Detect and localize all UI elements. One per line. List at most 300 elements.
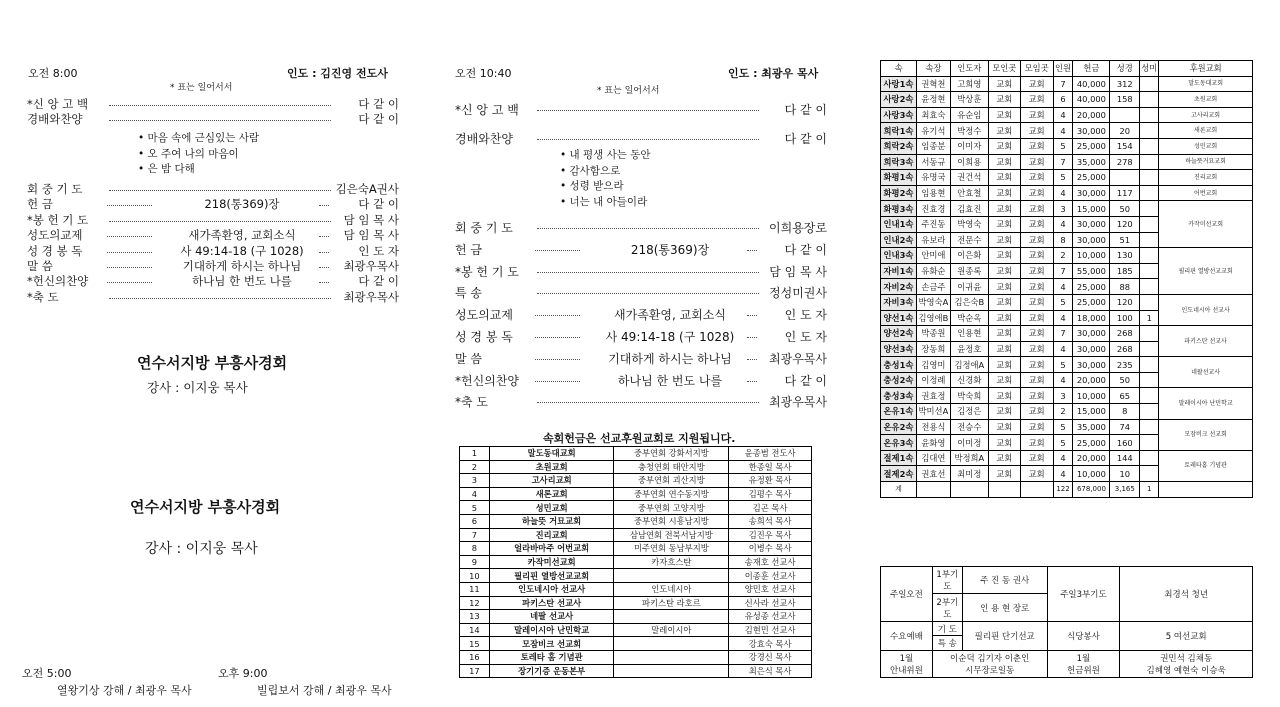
order-person: 김은숙A권사	[335, 182, 399, 196]
total-row	[881, 482, 1253, 498]
mission-church: 토레타 홈 기념관	[489, 650, 614, 664]
order-person: 최광우목사	[343, 289, 399, 304]
dawn-desc: 열왕기상 강해 / 최광우 목사	[57, 684, 192, 697]
mission-region: 카자흐스탄	[614, 555, 729, 569]
order-label: *헌신의찬양	[27, 274, 89, 289]
order-label: 회 중 기 도	[27, 182, 83, 196]
cell-venue: 교회	[1020, 76, 1053, 92]
cell-venue: 교회	[1020, 232, 1053, 248]
mission-row	[460, 664, 812, 678]
cell-bible: 10	[1110, 466, 1140, 482]
cell-count: 5	[1053, 419, 1073, 435]
mission-church: 파키스탄 선교사	[489, 596, 614, 610]
order-row	[455, 328, 827, 350]
mission-church: 필리핀 열방선교교회	[489, 569, 614, 583]
cell-leader: 장동희	[916, 341, 950, 357]
cell-bible: 120	[1110, 294, 1140, 310]
mission-row	[460, 460, 812, 474]
mission-church: 네팔 선교사	[489, 610, 614, 624]
cell-place: 교회	[988, 404, 1020, 420]
cell-rice	[1140, 201, 1159, 217]
cell-count: 4	[1053, 216, 1073, 232]
cell-place: 교회	[988, 107, 1020, 123]
cell-place: 교회	[988, 326, 1020, 342]
cell-offering: 30,000	[1073, 326, 1110, 342]
cell-place: 교회	[988, 138, 1020, 154]
total-cell	[1020, 482, 1053, 498]
order-row	[455, 350, 827, 372]
order-label: *헌신의찬양	[455, 373, 519, 388]
cell-bible: 268	[1110, 341, 1140, 357]
cell-offering: 40,000	[1073, 92, 1110, 108]
total-cell: 678,000	[1073, 482, 1110, 498]
cell-host: 안효철	[950, 185, 988, 201]
leader-dots	[109, 289, 331, 299]
wednesday-label: 수요예배	[881, 621, 933, 650]
support-church: 초원교회	[1159, 92, 1253, 108]
cell-host: 박영숙	[950, 216, 988, 232]
order-detail: 기대하게 하시는 하나님	[182, 258, 302, 273]
leader-dots	[747, 350, 757, 360]
cell-rice	[1140, 450, 1159, 466]
cell-host: 이귀윤	[950, 279, 988, 295]
cell-venue: 교회	[1020, 372, 1053, 388]
cell-leader: 김대연	[916, 450, 950, 466]
mission-region	[614, 637, 729, 651]
total-cell	[950, 482, 988, 498]
cell-rice	[1140, 170, 1159, 186]
order-detail: 새가족환영, 교회소식	[188, 228, 296, 243]
leader-dots	[535, 350, 580, 360]
cell-venue: 교회	[1020, 404, 1053, 420]
leader-dots	[537, 101, 759, 111]
cell-offering: 15,000	[1073, 201, 1110, 217]
cell-count: 4	[1053, 372, 1073, 388]
cell-host: 이미정	[950, 435, 988, 451]
cell-header: 후원교회	[1159, 61, 1253, 77]
mission-row	[460, 542, 812, 556]
middle-leader: 인도 : 최광우 목사	[728, 67, 819, 80]
cell-count: 4	[1053, 279, 1073, 295]
order-row	[455, 263, 827, 285]
sunday-am-label: 주일오전	[881, 567, 933, 622]
mission-no: 14	[460, 623, 490, 637]
support-church: 진리교회	[1159, 170, 1253, 186]
leader-dots	[107, 243, 152, 253]
cell-name: 인내3속	[881, 248, 917, 264]
cell-venue: 교회	[1020, 294, 1053, 310]
support-church: 말레이시아 난민학교	[1159, 388, 1253, 419]
cell-count: 4	[1053, 466, 1073, 482]
mission-row	[460, 474, 812, 488]
order-person: 인 도 자	[784, 329, 827, 344]
cell-row	[881, 154, 1253, 170]
order-person: 다 같 이	[784, 242, 827, 257]
meal-value: 5 여선교회	[1120, 621, 1253, 650]
cell-place: 교회	[988, 466, 1020, 482]
leader-dots	[535, 241, 580, 251]
order-detail: 하나님 한 번도 나를	[617, 373, 723, 388]
mission-region: 미주연회 동남부지방	[614, 542, 729, 556]
duty-table	[880, 566, 1253, 678]
cell-count: 7	[1053, 76, 1073, 92]
mission-no: 16	[460, 650, 490, 664]
cell-count: 4	[1053, 450, 1073, 466]
mission-no: 17	[460, 664, 490, 678]
mission-no: 1	[460, 447, 490, 461]
cell-place: 교회	[988, 263, 1020, 279]
cell-bible: 160	[1110, 435, 1140, 451]
total-cell	[1159, 482, 1253, 498]
leader-dots	[319, 243, 329, 253]
left-leader: 인도 : 김진영 전도사	[287, 67, 388, 80]
cell-venue: 교회	[1020, 123, 1053, 139]
cell-leader: 윤정현	[916, 92, 950, 108]
mission-row	[460, 596, 812, 610]
order-detail: 하나님 한 번도 나를	[192, 274, 292, 289]
cell-venue: 교회	[1020, 201, 1053, 217]
cell-offering: 30,000	[1073, 123, 1110, 139]
order-person: 다 같 이	[358, 112, 399, 126]
order-label: *봉 헌 기 도	[455, 264, 519, 279]
order-row	[27, 111, 399, 126]
middle-hymn-list	[560, 147, 651, 209]
order-label: 성 경 봉 독	[455, 329, 513, 344]
order-person: 다 같 이	[358, 274, 399, 289]
cell-name: 화평2속	[881, 185, 917, 201]
mission-region: 중부연회 시흥남지방	[614, 514, 729, 528]
mission-pastor: 김곤 목사	[729, 501, 812, 515]
mission-table	[459, 446, 812, 678]
prayer1-label: 1부기도	[932, 567, 962, 594]
order-detail: 기대하게 하시는 하나님	[608, 351, 732, 366]
revival-title: 연수서지방 부흥사경회	[137, 354, 288, 372]
cell-name: 희락3속	[881, 154, 917, 170]
cell-count: 8	[1053, 232, 1073, 248]
cell-place: 교회	[988, 310, 1020, 326]
cell-name: 절제1속	[881, 450, 917, 466]
cell-count: 5	[1053, 435, 1073, 451]
mission-pastor: 김진우 목사	[729, 528, 812, 542]
cell-place: 교회	[988, 372, 1020, 388]
order-detail: 새가족환영, 교회소식	[614, 308, 726, 323]
cell-name: 충성3속	[881, 388, 917, 404]
revival-title-2: 연수서지방 부흥사경회	[130, 498, 281, 516]
mission-church: 인도네시아 선교사	[489, 582, 614, 596]
cell-place: 교회	[988, 248, 1020, 264]
order-row	[27, 243, 399, 258]
order-label: 경배와찬양	[27, 112, 83, 126]
order-label: 헌 금	[455, 242, 482, 257]
order-label: *신 앙 고 백	[27, 97, 89, 111]
cell-offering: 30,000	[1073, 216, 1110, 232]
leader-dots	[537, 284, 759, 294]
left-order-top	[27, 96, 399, 126]
wed-item: 필리핀 단기선교	[962, 621, 1047, 650]
order-row	[27, 227, 399, 242]
cell-place: 교회	[988, 450, 1020, 466]
revival-speaker-2: 강사 : 이지웅 목사	[145, 541, 258, 557]
cell-row	[881, 248, 1253, 264]
order-detail: 사 49:14-18 (구 1028)	[180, 243, 304, 258]
leader-dots	[535, 328, 580, 338]
order-label: *축 도	[455, 395, 488, 410]
cell-host: 윤정호	[950, 341, 988, 357]
order-person: 다 같 이	[358, 97, 399, 111]
total-cell	[988, 482, 1020, 498]
mission-row	[460, 569, 812, 583]
mission-region: 충청연회 태안지방	[614, 460, 729, 474]
mission-row	[460, 487, 812, 501]
leader-dots	[107, 196, 152, 206]
support-church: 파키스탄 선교사	[1159, 326, 1253, 357]
cell-leader: 권효선	[916, 466, 950, 482]
cell-host: 박숙희	[950, 388, 988, 404]
order-row	[455, 284, 827, 306]
cell-count: 4	[1053, 341, 1073, 357]
order-detail: 218(통369)장	[630, 242, 710, 257]
order-person: 담 임 목 사	[343, 228, 399, 243]
mission-region: 중부연회 고양지방	[614, 501, 729, 515]
cell-host: 김효진	[950, 201, 988, 217]
order-detail: 218(통369)장	[204, 197, 280, 212]
evening-time: 오후 9:00	[218, 667, 268, 680]
mission-pastor: 송재호 선교사	[729, 555, 812, 569]
prayer3-label: 주일3부기도	[1047, 567, 1120, 622]
cell-rice	[1140, 216, 1159, 232]
hymn-item: • 오 주여 나의 마음이	[138, 147, 239, 160]
cell-venue: 교회	[1020, 357, 1053, 373]
cell-leader: 이정례	[916, 372, 950, 388]
wed-special-label: 특 송	[932, 636, 962, 650]
order-row	[27, 289, 399, 304]
cell-venue: 교회	[1020, 154, 1053, 170]
cell-host: 유순임	[950, 107, 988, 123]
cell-bible: 312	[1110, 76, 1140, 92]
cell-place: 교회	[988, 92, 1020, 108]
order-label: *신 앙 고 백	[455, 103, 519, 117]
cell-name: 사랑3속	[881, 107, 917, 123]
cell-rice	[1140, 185, 1159, 201]
cell-place: 교회	[988, 232, 1020, 248]
cell-offering: 25,000	[1073, 138, 1110, 154]
left-order-bottom	[27, 181, 399, 304]
leader-dots	[319, 258, 329, 268]
cell-offering: 25,000	[1073, 294, 1110, 310]
mission-pastor: 김평수 목사	[729, 487, 812, 501]
cell-name: 온유1속	[881, 404, 917, 420]
offering-names: 권민석 김채동	[1160, 653, 1213, 664]
cell-rice	[1140, 107, 1159, 123]
leader-dots	[537, 130, 759, 140]
order-person: 이희용장로	[769, 221, 827, 235]
mission-pastor: 한종일 목사	[729, 460, 812, 474]
cell-rice	[1140, 326, 1159, 342]
leader-dots	[109, 111, 331, 121]
cell-host: 김정은	[950, 404, 988, 420]
cell-offering: 30,000	[1073, 232, 1110, 248]
mission-no: 12	[460, 596, 490, 610]
left-hymn-list	[138, 130, 259, 177]
order-label: 말 씀	[455, 351, 482, 366]
cell-host: 김정애A	[950, 357, 988, 373]
cell-name: 자비2속	[881, 279, 917, 295]
offering-label: 헌금위원	[1067, 665, 1100, 676]
cell-place: 교회	[988, 279, 1020, 295]
cell-leader: 서동규	[916, 154, 950, 170]
hymn-item: • 마음 속에 근심있는 사람	[138, 132, 259, 144]
mission-row	[460, 650, 812, 664]
cell-leader: 박영숙A	[916, 294, 950, 310]
cell-bible: 130	[1110, 248, 1140, 264]
cell-header: 인도자	[950, 61, 988, 77]
cell-count: 3	[1053, 388, 1073, 404]
leader-dots	[747, 241, 757, 251]
cell-bible: 144	[1110, 450, 1140, 466]
cell-venue: 교회	[1020, 341, 1053, 357]
cell-leader: 유보라	[916, 232, 950, 248]
cell-count: 6	[1053, 92, 1073, 108]
dawn-time: 오전 5:00	[22, 667, 72, 680]
cell-venue: 교회	[1020, 419, 1053, 435]
support-church: 말도동대교회	[1159, 76, 1253, 92]
cell-row	[881, 388, 1253, 404]
cell-header: 모인곳	[988, 61, 1020, 77]
cell-bible: 51	[1110, 232, 1140, 248]
cell-row	[881, 185, 1253, 201]
leader-dots	[107, 273, 152, 283]
cell-leader: 안미애	[916, 248, 950, 264]
mission-church: 말도동대교회	[489, 447, 614, 461]
cell-leader: 진효경	[916, 201, 950, 217]
cell-offering: 30,000	[1073, 341, 1110, 357]
order-row	[27, 181, 399, 196]
order-label: 성도의교제	[27, 228, 83, 243]
mission-pastor: 송희석 목사	[729, 514, 812, 528]
cell-host: 박순옥	[950, 310, 988, 326]
leader-dots	[319, 227, 329, 237]
mission-pastor: 강효숙 목사	[729, 637, 812, 651]
leader-dots	[319, 196, 329, 206]
cell-leader: 임종분	[916, 138, 950, 154]
cell-place: 교회	[988, 123, 1020, 139]
cell-host: 인용현	[950, 326, 988, 342]
cell-venue: 교회	[1020, 388, 1053, 404]
cell-offering: 20,000	[1073, 372, 1110, 388]
mission-row	[460, 514, 812, 528]
total-cell: 계	[881, 482, 917, 498]
mission-pastor: 유성종 선교사	[729, 610, 812, 624]
support-church: 고사리교회	[1159, 107, 1253, 123]
cell-rice	[1140, 123, 1159, 139]
order-row	[455, 306, 827, 328]
cell-rice	[1140, 92, 1159, 108]
mission-row	[460, 637, 812, 651]
leader-dots	[109, 181, 331, 191]
cell-count: 5	[1053, 357, 1073, 373]
support-church: 네팔선교사	[1159, 357, 1253, 388]
cell-bible: 235	[1110, 357, 1140, 373]
order-row	[27, 96, 399, 111]
cell-rice	[1140, 76, 1159, 92]
cell-place: 교회	[988, 388, 1020, 404]
middle-order-bottom	[455, 219, 827, 415]
cell-rice	[1140, 294, 1159, 310]
cell-host: 이은화	[950, 248, 988, 264]
cell-host: 박정희A	[950, 450, 988, 466]
leader-dots	[747, 372, 757, 382]
support-church: 카작미선교회	[1159, 201, 1253, 248]
cell-bible: 158	[1110, 92, 1140, 108]
mission-church: 진리교회	[489, 528, 614, 542]
cell-name: 사랑1속	[881, 76, 917, 92]
cell-offering: 20,000	[1073, 107, 1110, 123]
cell-offering: 55,000	[1073, 263, 1110, 279]
cell-rice	[1140, 357, 1159, 373]
cell-leader: 박미선A	[916, 404, 950, 420]
cell-header: 속장	[916, 61, 950, 77]
cell-rice	[1140, 279, 1159, 295]
cell-row	[881, 419, 1253, 435]
mission-region: 파키스탄 라호르	[614, 596, 729, 610]
order-label: 특 송	[455, 286, 482, 301]
cell-place: 교회	[988, 170, 1020, 186]
cell-leader: 윤화영	[916, 435, 950, 451]
cell-rice	[1140, 419, 1159, 435]
cell-host: 이미자	[950, 138, 988, 154]
cell-rice	[1140, 372, 1159, 388]
cell-venue: 교회	[1020, 92, 1053, 108]
mission-no: 8	[460, 542, 490, 556]
order-detail: 사 49:14-18 (구 1028)	[605, 329, 735, 344]
leader-dots	[319, 273, 329, 283]
total-cell: 1	[1140, 482, 1159, 498]
cell-bible: 268	[1110, 326, 1140, 342]
mission-no: 13	[460, 610, 490, 624]
leader-dots	[535, 306, 580, 316]
hymn-item: • 은 밤 다해	[138, 163, 195, 175]
prayer1-name: 주 진 동 권사	[962, 567, 1047, 594]
total-cell: 122	[1053, 482, 1073, 498]
mission-church: 카작미선교회	[489, 555, 614, 569]
cell-name: 사랑2속	[881, 92, 917, 108]
order-row	[455, 219, 827, 241]
cell-host: 박정수	[950, 123, 988, 139]
cell-offering: 15,000	[1073, 404, 1110, 420]
order-row	[27, 273, 399, 288]
middle-standing-note: * 표는 일어서서	[597, 86, 660, 96]
support-church: 모잠비크 선교회	[1159, 419, 1253, 450]
cell-bible: 117	[1110, 185, 1140, 201]
mission-pastor: 최은식 목사	[729, 664, 812, 678]
mission-church: 얼라바마주 어번교회	[489, 542, 614, 556]
left-standing-note: * 표는 일어서서	[170, 83, 233, 93]
cell-row	[881, 201, 1253, 217]
cell-place: 교회	[988, 216, 1020, 232]
order-label: 성도의교제	[455, 308, 513, 323]
mission-church: 모잠비크 선교회	[489, 637, 614, 651]
cell-row	[881, 107, 1253, 123]
order-label: 성 경 봉 독	[27, 243, 83, 258]
cell-name: 화평1속	[881, 170, 917, 186]
cell-count: 3	[1053, 201, 1073, 217]
usher-names-2: 시무장로일동	[965, 665, 1015, 676]
cell-venue: 교회	[1020, 466, 1053, 482]
mission-no: 15	[460, 637, 490, 651]
cell-bible: 65	[1110, 388, 1140, 404]
cell-name: 충성1속	[881, 357, 917, 373]
cell-place: 교회	[988, 435, 1020, 451]
